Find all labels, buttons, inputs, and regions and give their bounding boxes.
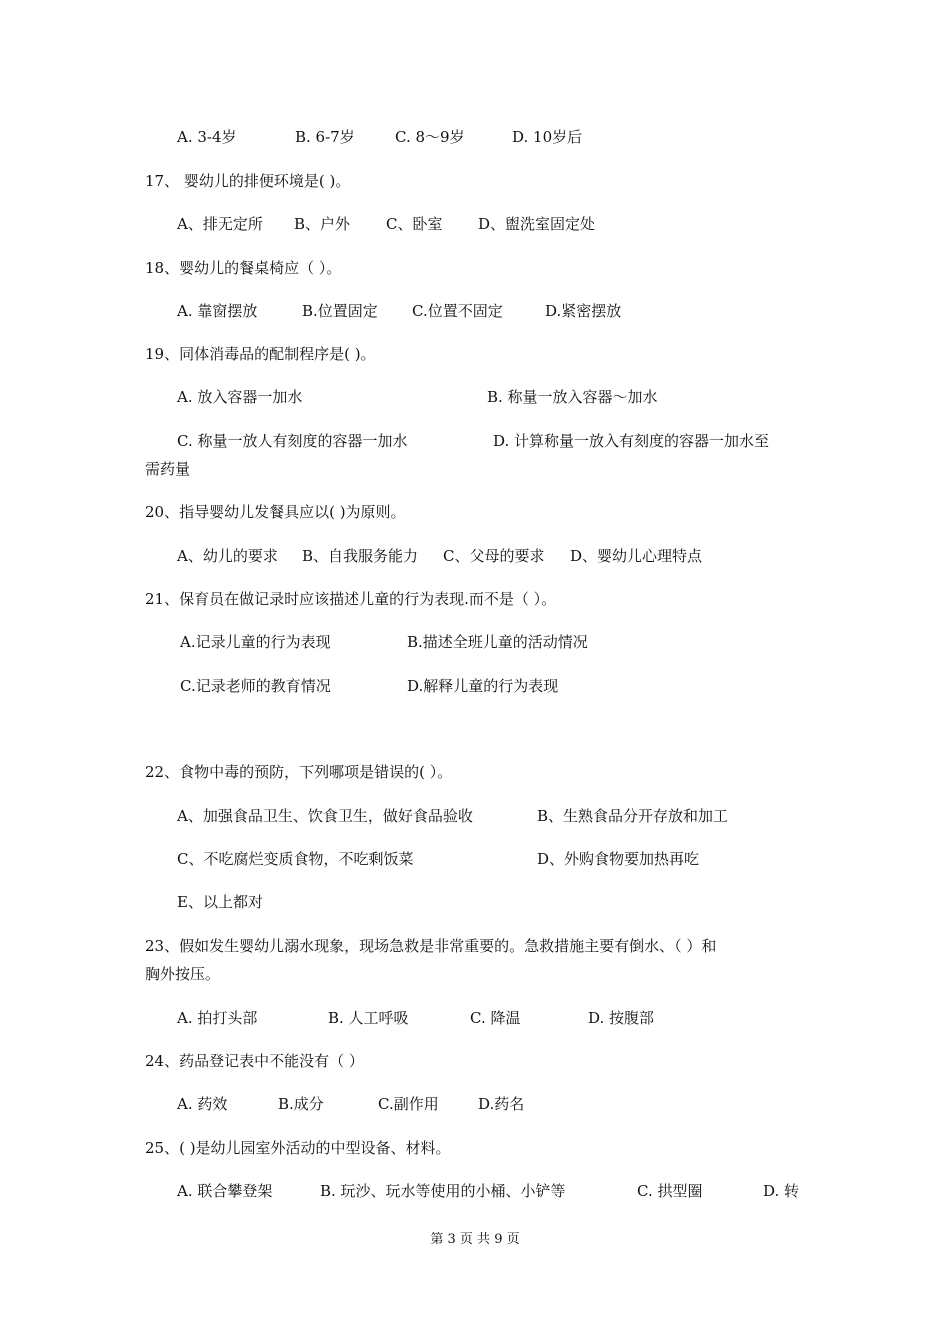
q21-option-c: C.记录老师的教育情况 (180, 677, 331, 695)
q22-option-c: C、不吃腐烂变质食物，不吃剩饭菜 (177, 850, 414, 868)
q18-option-d: D.紧密摆放 (545, 302, 622, 320)
q24-option-a: A. 药效 (177, 1095, 228, 1113)
q25-option-c: C. 拱型圈 (637, 1182, 703, 1200)
q18-option-c: C.位置不固定 (412, 302, 503, 320)
q20-option-b: B、自我服务能力 (302, 547, 419, 565)
q16-option-c: C. 8～9岁 (395, 128, 465, 146)
q20-option-c: C、父母的要求 (443, 547, 545, 565)
question-19: 19、同体消毒品的配制程序是( )。 (145, 345, 376, 363)
q23-option-b: B. 人工呼吸 (328, 1009, 409, 1027)
q25-option-b: B. 玩沙、玩水等使用的小桶、小铲等 (320, 1182, 566, 1200)
q24-option-b: B.成分 (278, 1095, 324, 1113)
q21-option-b: B.描述全班儿童的活动情况 (407, 633, 588, 651)
q22-option-a: A、加强食品卫生、饮食卫生，做好食品验收 (177, 807, 473, 825)
question-21: 21、保育员在做记录时应该描述儿童的行为表现.而不是（ ）。 (145, 590, 557, 608)
q19-option-a: A. 放入容器一加水 (177, 388, 303, 406)
q19-option-d-continuation: 需药量 (145, 460, 191, 478)
q16-option-b: B. 6-7岁 (295, 128, 355, 146)
q17-option-a: A、排无定所 (177, 215, 263, 233)
question-20: 20、指导婴幼儿发餐具应以( )为原则。 (145, 503, 406, 521)
q25-option-d: D. 转 (763, 1182, 800, 1200)
q24-option-d: D.药名 (478, 1095, 525, 1113)
question-23-continuation: 胸外按压。 (145, 965, 221, 983)
question-25: 25、( )是幼儿园室外活动的中型设备、材料。 (145, 1139, 451, 1157)
page-number-footer: 第 3 页 共 9 页 (430, 1232, 520, 1247)
q22-option-d: D、外购食物要加热再吃 (537, 850, 700, 868)
question-24: 24、药品登记表中不能没有（ ） (145, 1052, 364, 1070)
q25-option-a: A. 联合攀登架 (177, 1182, 273, 1200)
q23-option-c: C. 降温 (470, 1009, 521, 1027)
q19-option-b: B. 称量一放入容器～加水 (487, 388, 658, 406)
q17-option-c: C、卧室 (386, 215, 443, 233)
q18-option-a: A. 靠窗摆放 (177, 302, 258, 320)
q16-option-a: A. 3-4岁 (177, 128, 237, 146)
q24-option-c: C.副作用 (378, 1095, 439, 1113)
q21-option-d: D.解释儿童的行为表现 (407, 677, 559, 695)
question-23: 23、假如发生婴幼儿溺水现象，现场急救是非常重要的。急救措施主要有倒水、（ ）和 (145, 937, 717, 955)
question-22: 22、食物中毒的预防，下列哪项是错误的( ）。 (145, 763, 453, 781)
q23-option-d: D. 按腹部 (588, 1009, 655, 1027)
q17-option-d: D、盥洗室固定处 (478, 215, 596, 233)
q20-option-d: D、婴幼儿心理特点 (570, 547, 703, 565)
q20-option-a: A、幼儿的要求 (177, 547, 278, 565)
q19-option-d: D. 计算称量一放入有刻度的容器一加水至 (493, 432, 770, 450)
q19-option-c: C. 称量一放人有刻度的容器一加水 (177, 432, 408, 450)
q22-option-b: B、生熟食品分开存放和加工 (537, 807, 729, 825)
q21-option-a: A.记录儿童的行为表现 (180, 633, 331, 651)
q18-option-b: B.位置固定 (302, 302, 378, 320)
question-17: 17、 婴幼儿的排便环境是( )。 (145, 172, 351, 190)
q22-option-e: E、以上都对 (177, 893, 263, 911)
q23-option-a: A. 拍打头部 (177, 1009, 258, 1027)
q16-option-d: D. 10岁后 (512, 128, 583, 146)
question-18: 18、婴幼儿的餐桌椅应（ ）。 (145, 259, 342, 277)
q17-option-b: B、户外 (294, 215, 351, 233)
